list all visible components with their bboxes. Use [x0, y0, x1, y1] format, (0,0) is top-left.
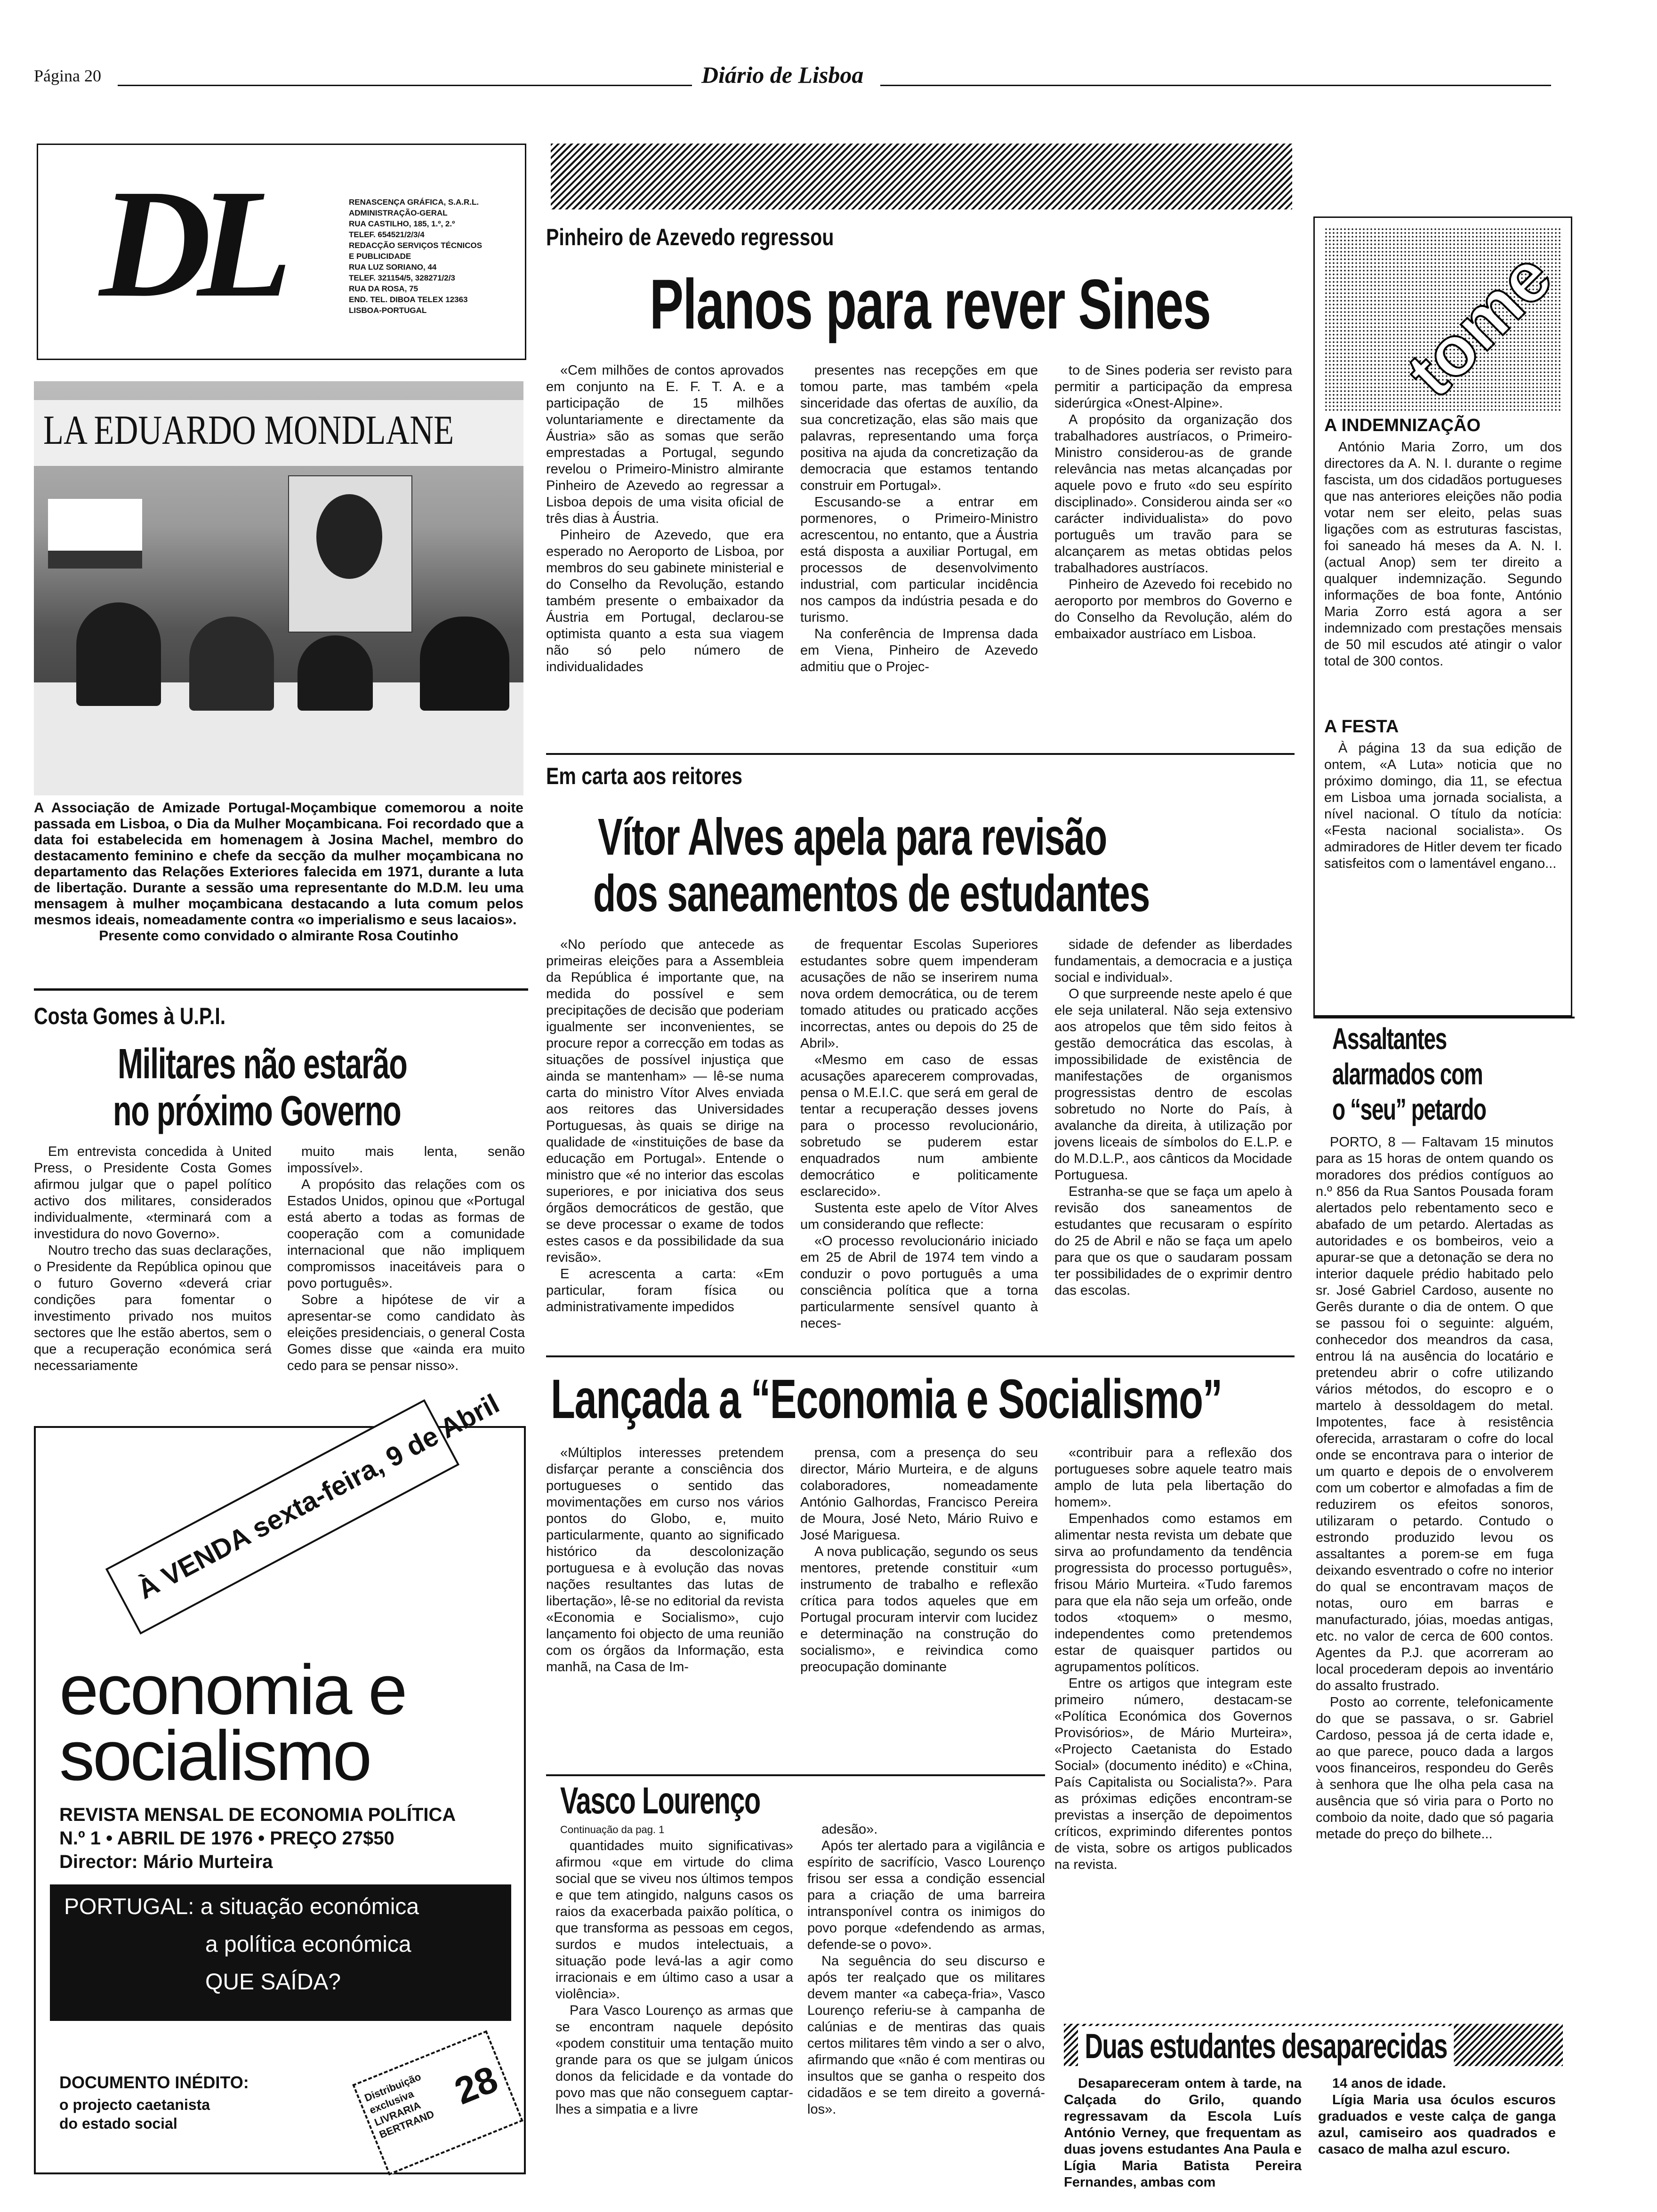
assalt-top-rule [1313, 1017, 1575, 1018]
sines-col-1: «Cem milhões de contos aprovados em conjunto na E. F. T. A. e a participação de 15 milhões voluntariamente e directamente da Áustria» são as somas que serão emprestadas a Portugal, segundo revelou o Primeiro-Ministro almirante Pinheiro de Azevedo ao regressar a Lisboa depois de uma visita oficial de três dias à Áustria. Pinheiro de Azevedo, que era esperado no Aeroporto de Lisboa, por membros do seu gabinete ministerial e do Conselho da Revolução, estando também presente o embaixador da Áustria em Portugal, declarou-se optimista quanto a esta sua viagem não só pelo número de individualidades [546, 363, 784, 674]
ad-doc-text-2: do estado social [59, 2115, 177, 2132]
eco-headline: Lançada a “Economia e Socialismo” [551, 1368, 1222, 1430]
tome-section-2-title: A FESTA [1324, 717, 1399, 737]
sines-col-2: presentes nas recepções em que tomou parte, mas também «pela sinceridade das ofertas de auxílio, da sua concretização, elas são mais que palavras, representando uma força positiva na ajuda da concretização da democracia que estamos tentando construir em Portugal». Escusando-se a entrar em pormenores, o Primeiro-Ministro acrescentou, no entanto, que a Áustria está disposta a auxiliar Portugal, em processos de desenvolvimento industrial, com particular incidência nos campos da indústria pesada e do turismo. Na conferência de Imprensa dada em Viena, Pinheiro de Azevedo admitiu que o Projec- [800, 363, 1038, 674]
sines-col-3: to de Sines poderia ser revisto para permitir a participação da empresa siderúrgica «Onest-Alpine». A propósito da organização dos trabalhadores austríacos, o Primeiro-Ministro considerou-as de grande relevância nas metas alcançadas por aquele povo e fruto «do seu espírito disciplinado». Considerou ainda ser «o carácter individualista» do povo português um travão para se alcançarem as metas obtidas pelos trabalhadores austríacos. Pinheiro de Azevedo foi recebido no aeroporto por membros do Governo e do Conselho da Revolução, além do embaixador austríaco em Lisboa. [1054, 363, 1292, 641]
ad-director: Director: Mário Murteira [59, 1851, 273, 1872]
masthead-rule-left [118, 85, 692, 86]
duas-col-1: Desapareceram ontem à tarde, na Calçada do Grilo, quando regressavam da Escola Luís António Verney, que frequentam as duas jovens estudantes Ana Paula e Lígia Maria Batista Pereira Fernandes, ambas com [1064, 2076, 1302, 2190]
magazine-ad [34, 1388, 526, 2174]
ad-stamp-text: Distribuição exclusiva LIVRARIA BERTRAND [362, 2070, 436, 2141]
paper-name: Diário de Lisboa [701, 62, 864, 88]
hatch-banner [551, 144, 1292, 209]
person-2 [189, 617, 274, 711]
vitor-col-1: «No período que antecede as primeiras eleições para a Assembleia da República é importante que, na medida do possível e sem precipitações de decisão que poderiam igualmente ser inconvenientes, se procure repor a correcção em todas as situações de possível injustiça que ainda se mantenham» — lê-se numa carta do ministro Vítor Alves enviada aos reitores das Universidades Portuguesas, às quais se dirige na qualidade de «instituições de base da educação em Portugal». Entende o ministro que «é no interior das escolas superiores, e por iniciativa dos seus órgãos democráticos de gestão, que se deve processar o exame de todos estes casos e da possibilidade da sua revisão». E acrescenta a carta: «Em particular, foram física ou administrativamente impedidos [546, 937, 784, 1314]
ad-doc-title: DOCUMENTO INÉDITO: [59, 2073, 249, 2092]
portrait-face [316, 494, 382, 579]
tome-stamp [1324, 227, 1567, 412]
person-4 [420, 617, 509, 711]
mondlane-caption: A Associação de Amizade Portugal-Moçambique comemorou a noite passada em Lisboa, o Dia da Mulher Moçambicana. Foi recordado que a data foi estabelecida em homenagem à Josina Machel, membro do destacamento feminino e chefe da secção da mulher moçambicana no departamento das Relações Exteriores falecida em 1971, durante a luta de libertação. Durante a sessão uma representante do M.D.M. leu uma mensagem à mulher moçambicana destacando a luta comum pelos mesmos ideais, nomeadamente contra «o imperialismo e seus lacaios». Presente como convidado o almirante Rosa Coutinho [34, 800, 523, 944]
eco-col-2: prensa, com a presença do seu director, Mário Murteira, e de alguns colaboradores, nomeadamente António Galhordas, Francisco Pereira de Moura, José Neto, Mário Ruivo e José Mariguesa. A nova publicação, segundo os seus mentores, pretende constituir «um instrumento de trabalho e reflexão crítica para todos aqueles que em Portugal procuram intervir com lucidez e determinação na construção do socialismo», e reivindica como preocupação dominante [800, 1445, 1038, 1675]
vasco-top-rule [546, 1774, 1045, 1776]
vasco-headline: Vasco Lourenço [560, 1779, 760, 1821]
flag [48, 499, 142, 569]
duas-headline: Duas estudantes desaparecidas [1078, 2026, 1454, 2066]
tome-stamp-text: tome [1391, 237, 1567, 412]
vasco-continued: Continuação da pag. 1 [560, 1824, 665, 1835]
sines-kicker: Pinheiro de Azevedo regressou [546, 224, 834, 250]
costa-headline-2: no próximo Governo [113, 1088, 401, 1135]
vasco-col-2: adesão». Após ter alertado para a vigilância e espírito de sacrifício, Vasco Lourenço frisou ser essa a condição essencial para a criação de uma barreira intransponível contra os inimigos do povo porque «defendendo as armas, defende-se o povo». Na seguência do seu discurso e após ter realçado que os militares devem manter «a cabeça-fria», Vasco Lourenço referiu-se à campanha de calúnias e de mentiras das quais certos militares têm vindo a ser o alvo, afirmando que «não é com mentiras ou insultos que se ganha o respeito dos cidadãos e se tem direito a governá-los». [807, 1822, 1045, 2117]
vitor-kicker: Em carta aos reitores [546, 763, 743, 789]
ad-title-1: economia e [59, 1650, 406, 1729]
tome-box [1313, 216, 1572, 1017]
ad-issue: N.º 1 • ABRIL DE 1976 • PREÇO 27$50 [59, 1828, 394, 1849]
costa-col-2: muito mais lenta, senão impossível». A propósito das relações com os Estados Unidos, opinou que «Portugal está aberto a todas as formas de cooperação com a comunidade internacional que não impliquem compromissos inaceitáveis para o povo português». Sobre a hipótese de vir a apresentar-se como candidato às eleições presidenciais, o general Costa Gomes disse que «ainda era muito cedo para se pensar nisso». [287, 1144, 525, 1373]
vitor-col-2: de frequentar Escolas Superiores estudantes sobre quem impenderam acusações de não se inserirem numa nova ordem democrática, ou de terem tomado atitudes ou praticado acções incorrectas, antes ou depois do 25 de Abril». «Mesmo em caso de essas acusações aparecerem comprovadas, pensa o M.E.I.C. que será em geral de tentar a recuperação desses jovens para o processo revolucionário, sobretudo se puderem estar enquadrados num ambiente democrático e politicamente esclarecido». Sustenta este apelo de Vítor Alves um considerando que reflecte: «O processo revolucionário iniciado em 25 de Abril de 1974 tem vindo a conduzir o povo português a uma consciência política que a torna particularmente sensível quanto à neces- [800, 937, 1038, 1331]
dl-logo: DL [99, 158, 278, 329]
tome-section-1-text: António Maria Zorro, um dos directores da A. N. I. durante o regime fascista, um dos cidadãos portugueses que nas anteriores eleições não podia votar nem ser eleito, pelas suas ligações com as estruturas fascistas, foi saneado há meses da A. N. I. (actual Anop) sem ter direito a qualquer indemnização. Segundo informações de boa fonte, António Maria Zorro está agora a ser indemnizado com prestações mensais de 50 mil escudos até atingir o valor total de 300 contos. [1324, 440, 1562, 669]
ad-stamp-number: 28 [449, 2058, 504, 2113]
assalt-headline-3: o “seu” petardo [1332, 1092, 1486, 1126]
costa-headline-1: Militares não estarão [118, 1041, 407, 1088]
ad-distribution-stamp [352, 2030, 523, 2175]
ad-portugal-3: QUE SAÍDA? [205, 1970, 341, 1995]
costa-kicker: Costa Gomes à U.P.I. [34, 1003, 226, 1029]
sines-headline: Planos para rever Sines [650, 264, 1211, 344]
ad-banner-text: À VENDA sexta-feira, 9 de Abril [132, 1388, 505, 1605]
vitor-headline-1: Vítor Alves apela para revisão [598, 808, 1107, 866]
assalt-text: PORTO, 8 — Faltavam 15 minutos para as 15 horas de ontem quando os moradores dos prédios contíguos ao n.º 856 da Rua Santos Pousada foram alertados pelo rebentamento seco e abafado de um petardo. Alertadas as autoridades e os bombeiros, veio a apurar-se que a detonação se dera no interior daquele prédio habitado pelo sr. José Gabriel Cardoso, ausente no Gerês durante o dia de ontem. O que se passou foi o seguinte: alguém, conhecedor dos meandros da casa, entrou lá na ausência do locatário e pretendeu abrir o cofre utilizando vários métodos, do escopro e o martelo à dessoldagem do metal. Impotentes, face à resistência oferecida, arrastaram o cofre do local onde se encontrava para o interior de um quarto e depois de o envolverem com um cobertor e almofadas a fim de reduzirem os efeitos sonoros, utilizaram o petardo. Contudo o estrondo produzido levou os assaltantes a porem-se em fuga deixando esventrado o cofre no interior do qual se encontravam maços de notas, ouro em barras e manufacturado, jóias, moedas antigas, etc. no valor de cerca de 600 contos. Agentes da P.J. que acorreram ao local procederam depois ao inventário do assalto frustrado. Posto ao corrente, telefonicamente do que se passava, o sr. Gabriel Cardoso, pessoa já de certa idade e, ao que parece, pouco dada a largos voos financeiros, respondeu do Gerês à senhora que lhe olha pela casa na ausência que só viria para o Porto no comboio da noite, dado que só pagaria metade do preço do bilhete... [1316, 1135, 1553, 1842]
person-3 [298, 635, 373, 711]
page-number: Página 20 [34, 66, 101, 85]
address-block: RENASCENÇA GRÁFICA, S.A.R.L. ADMINISTRAÇÃO-GERAL RUA CASTILHO, 185, 1.º, 2.º TELEF. 654521/2/3/4 REDACÇÃO SERVIÇOS TÉCNICOS E PUBLICIDADE RUA LUZ SORIANO, 44 TELEF. 321154/5, 328271/2/3 RUA DA ROSA, 75 END. TEL. DIBOA TELEX 12363 LISBOA-PORTUGAL [349, 198, 483, 315]
ad-subtitle: REVISTA MENSAL DE ECONOMIA POLÍTICA [59, 1804, 456, 1825]
mondlane-photo [34, 381, 523, 795]
vasco-col-1: quantidades muito significativas» afirmou «que em virtude do clima social que se viveu nos últimos tempos e que tem atingido, nalguns casos os raios da exacerbada paixão política, o que transforma as pessoas em cegos, surdos e mudos intelectuais, a situação pode levá-las a agir como irracionais e em último caso a usar a violência». Para Vasco Lourenço as armas que se encontram naquele depósito «podem constituir uma tentação muito grande para os que se julgam únicos donos da felicidade e da vontade do povo mas que não conseguem captar-lhes a simpatia e a livre [555, 1838, 793, 2117]
vitor-top-rule [546, 753, 1295, 755]
costa-top-rule [34, 988, 528, 991]
ad-title-2: socialismo [59, 1716, 370, 1795]
vitor-col-3: sidade de defender as liberdades fundamentais, a democracia e a justiça social e individual». O que surpreende neste apelo é que ele seja unilateral. Não seja extensivo aos atropelos que têm sido feitos à gestão democrática das escolas, à impossibilidade de existência de manifestações de organismos progressistas dentro de escolas sobretudo no Norte do País, à avalanche da direita, à utilização por jovens liceais de símbolos do E.L.P. e do M.D.L.P., aos cânticos da Mocidade Portuguesa. Estranha-se que se faça um apelo à revisão dos saneamentos de estudantes que recusaram o espírito do 25 de Abril e não se faça um apelo para que os que o saudaram possam ter possibilidades de o exprimir dentro das escolas. [1054, 937, 1292, 1298]
assalt-headline-2: alarmados com [1332, 1057, 1483, 1091]
eco-col-1: «Múltiplos interesses pretendem disfarçar perante a consciência dos portugueses o sentido das movimentações em curso nos vários pontos do Globo, e, muito particularmente, quanto ao significado histórico da descolonização portuguesa e à evolução das novas nações resultantes das lutas de libertação», lê-se no editorial da revista «Economia e Socialismo», cujo lançamento foi objecto de uma reunião com os órgãos da Informação, esta manhã, na Casa de Im- [546, 1445, 784, 1675]
costa-col-1: Em entrevista concedida à United Press, o Presidente Costa Gomes afirmou julgar que o papel político activo dos militares, considerados individualmente, «terminará com a investidura do novo Governo». Noutro trecho das suas declarações, o Presidente da República opinou que o futuro Governo «deverá criar condições para fomentar o investimento privado nos muitos sectores que lhe estão abertos, sem o que a recuperação económica será necessariamente [34, 1144, 272, 1373]
logo-box [37, 144, 526, 360]
ad-portugal-1: PORTUGAL: a situação económica [64, 1894, 419, 1919]
masthead-rule-right [880, 85, 1551, 86]
duas-col-2: 14 anos de idade. Lígia Maria usa óculos escuros graduados e veste calça de ganga azul, camiseiro aos quadrados e casaco de malha azul escuro. [1318, 2076, 1556, 2157]
ad-doc-text-1: o projecto caetanista [59, 2096, 210, 2113]
tome-section-2-text: À página 13 da sua edição de ontem, «A Luta» noticia que no próximo domingo, dia 11, se efectua em Lisboa uma jornada socialista, a nível nacional. O título da notícia: «Festa nacional socialista». Os admiradores de Hitler devem ter ficado satisfeitos com o lamentável engano... [1324, 741, 1562, 871]
eco-col-3: «contribuir para a reflexão dos portugueses sobre aquele teatro mais amplo de luta pela libertação do homem». Empenhados como estamos em alimentar nesta revista um debate que sirva ao profundamento da tendência progressista do processo português», frisou Mário Murteira. «Tudo faremos para que ela não seja um orfeão, onde todos «toquem» o mesmo, independentes como pretendemos estar de quaisquer partidos ou agrupamentos políticos. Entre os artigos que integram este primeiro número, destacam-se «Política Económica dos Governos Provisórios», de Mário Murteira», «Projecto Caetanista do Estado Social» (documento inédito) e «China, País Capitalista ou Socialista?». Para as próximas edições encontram-se previstas a inserção de depoimentos críticos, exprimindo diferentes pontos de vista, sobre os artigos publicados na revista. [1054, 1445, 1292, 1872]
ad-portugal-2: a política económica [205, 1932, 411, 1957]
assalt-headline-1: Assaltantes [1332, 1022, 1447, 1056]
tome-section-1-title: A INDEMNIZAÇÃO [1324, 416, 1481, 435]
vitor-headline-2: dos saneamentos de estudantes [593, 865, 1150, 922]
banner-sign-text: LA EDUARDO MONDLANE [43, 408, 454, 453]
eco-top-rule [546, 1355, 1295, 1357]
person-1 [76, 602, 161, 706]
